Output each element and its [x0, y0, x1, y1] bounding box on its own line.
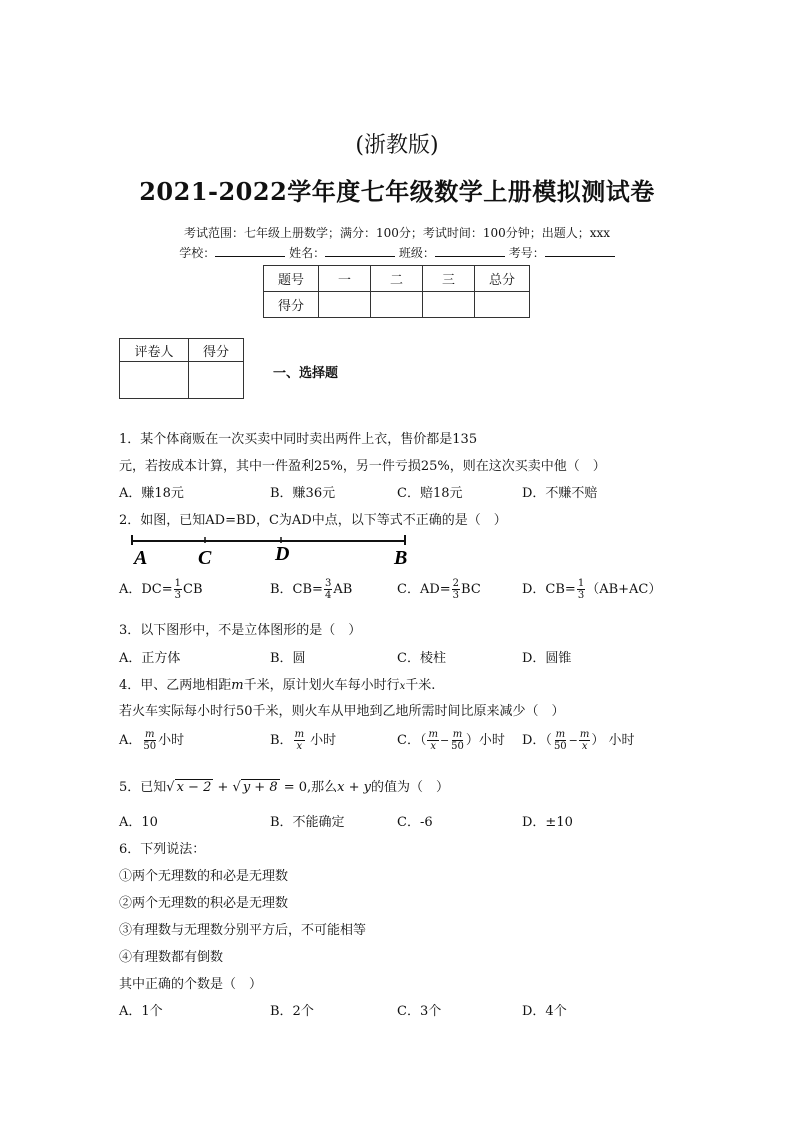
sqrt-icon: √ — [166, 780, 175, 795]
q4d-fraction-1 — [553, 729, 568, 752]
score-row-label: 得分 — [264, 292, 319, 318]
q4b-prefix: B． — [270, 733, 293, 748]
sqrt-icon: √ — [232, 780, 241, 795]
exam-number-blank[interactable] — [545, 246, 615, 257]
q3-option-b[interactable]: B．圆 — [270, 651, 306, 666]
q4c-den-1: x — [430, 741, 437, 752]
q6-option-b[interactable]: B．2个 — [270, 1004, 314, 1019]
q5-post: ,那么 — [307, 780, 338, 795]
q4-option-c[interactable] — [397, 729, 505, 752]
q4d-num-2: m — [579, 729, 590, 740]
q6-item-2: ②两个无理数的积必是无理数 — [119, 896, 289, 911]
segment-diagram — [128, 533, 414, 569]
score-cell[interactable] — [475, 292, 530, 318]
q2a-prefix: A．DC= — [119, 582, 173, 597]
q2b-fraction — [324, 578, 332, 601]
q5-tail: 的值为（ ） — [371, 780, 450, 795]
q4b-num: m — [294, 729, 305, 740]
score-table-header-row — [264, 266, 530, 292]
q4-var-m: m — [231, 678, 244, 693]
q2c-prefix: C．AD= — [397, 582, 451, 597]
q2c-den: 3 — [452, 590, 460, 601]
exam-info: 考试范围：七年级上册数学；满分：100分；考试时间：100分钟；出题人；xxx — [183, 226, 611, 240]
q4d-den-1: 50 — [553, 741, 567, 752]
q4b-suffix: 小时 — [306, 733, 337, 748]
q2d-num: 1 — [577, 578, 585, 589]
grader-header-row — [120, 339, 244, 362]
q4c-fraction-1 — [427, 729, 438, 752]
q6-option-c[interactable]: C．3个 — [397, 1004, 442, 1019]
exam-number-label: 考号： — [508, 246, 545, 260]
q4c-den-2: 50 — [451, 741, 464, 752]
point-label-a: A — [134, 547, 148, 569]
q5-option-a[interactable]: A．10 — [119, 815, 158, 830]
q4-line1-c: 千米. — [405, 678, 436, 693]
q5-option-b[interactable]: B．不能确定 — [270, 815, 345, 830]
q4a-suffix: 小时 — [158, 733, 185, 748]
score-header-cell: 题号 — [264, 266, 319, 292]
q2b-suffix: AB — [333, 582, 353, 597]
q5-prefix: 5．已知 — [119, 780, 167, 795]
q2b-prefix: B．CB= — [270, 582, 323, 597]
score-header-cell: 总分 — [475, 266, 530, 292]
q4d-prefix: D．（ — [522, 733, 552, 748]
edition-label: (浙教版) — [355, 133, 439, 158]
class-label: 班级： — [398, 246, 435, 260]
q4d-suffix: ） 小时 — [591, 733, 635, 748]
q2a-suffix: CB — [183, 582, 203, 597]
score-cell[interactable] — [423, 292, 475, 318]
q4d-minus: − — [568, 734, 578, 747]
q4a-num: m — [145, 729, 155, 740]
score-header-cell: 三 — [423, 266, 475, 292]
q4d-den-2: x — [581, 741, 588, 752]
section-title: 一、选择题 — [273, 366, 339, 381]
q4c-fraction-2 — [450, 729, 465, 752]
score-table-score-row — [264, 292, 530, 318]
q6-stem: 6．下列说法： — [119, 842, 206, 857]
q4-line1-b: 千米，原计划火车每小时行 — [243, 678, 400, 693]
q1-option-b[interactable]: B．赚36元 — [270, 486, 336, 501]
school-label: 学校： — [179, 246, 216, 260]
q2a-num: 1 — [174, 578, 182, 589]
q6-question: 其中正确的个数是（ ） — [119, 977, 263, 992]
school-blank[interactable] — [215, 246, 285, 257]
q2c-num: 2 — [452, 578, 460, 589]
q5-stem — [119, 776, 449, 795]
q4a-fraction — [142, 729, 157, 752]
grader-table — [119, 338, 244, 399]
q5-sqrt-1: x − 2 — [176, 780, 212, 795]
grader-header-cell: 得分 — [189, 339, 244, 362]
point-label-b: B — [394, 547, 408, 569]
q4c-suffix: ）小时 — [465, 733, 505, 748]
q4b-fraction — [294, 729, 305, 752]
q4-option-a[interactable] — [119, 729, 184, 752]
q4-option-b[interactable] — [270, 729, 336, 752]
q5-eq: = 0 — [279, 780, 308, 795]
q2d-den: 3 — [577, 590, 585, 601]
q2-stem: 2．如图，已知AD=BD，C为AD中点，以下等式不正确的是（ ） — [119, 513, 507, 528]
q3-option-a[interactable]: A．正方体 — [119, 651, 181, 666]
score-header-cell: 二 — [371, 266, 423, 292]
q2-option-b[interactable] — [270, 578, 352, 601]
q1-option-c[interactable]: C．赔18元 — [397, 486, 463, 501]
q1-line2: 元，若按成本计算，其中一件盈利25%，另一件亏损25%，则在这次买卖中他（ ） — [119, 459, 606, 474]
q5-sqrt-2: y + 8 — [242, 780, 278, 795]
q5-plus: + — [213, 780, 233, 795]
name-blank[interactable] — [325, 246, 395, 257]
q6-option-a[interactable]: A．1个 — [119, 1004, 163, 1019]
q4a-den: 50 — [143, 741, 157, 752]
score-header-cell: 一 — [319, 266, 371, 292]
q4-option-d[interactable] — [522, 729, 635, 752]
q2d-fraction — [577, 578, 585, 601]
q6-option-d[interactable]: D．4个 — [522, 1004, 567, 1019]
q2d-suffix: （AB+AC） — [586, 582, 662, 597]
grader-header-cell: 评卷人 — [120, 339, 189, 362]
q1-line1: 1．某个体商贩在一次买卖中同时卖出两件上衣，售价都是135 — [119, 432, 478, 447]
q6-item-4: ④有理数都有倒数 — [119, 950, 224, 965]
q2-option-c[interactable] — [397, 578, 481, 601]
q4d-num-1: m — [555, 729, 566, 740]
q5-option-c[interactable]: C．-6 — [397, 815, 433, 830]
q4a-prefix: A． — [119, 733, 142, 748]
q4-line2: 若火车实际每小时行50千米，则火车从甲地到乙地所需时间比原来减少（ ） — [119, 704, 565, 719]
q1-option-a[interactable]: A．赚18元 — [119, 486, 184, 501]
grader-cell[interactable] — [189, 362, 244, 399]
q3-option-d[interactable]: D．圆锥 — [522, 651, 572, 666]
score-cell[interactable] — [371, 292, 423, 318]
q4-line1-a: 4．甲、乙两地相距 — [119, 678, 232, 693]
q2c-suffix: BC — [461, 582, 481, 597]
q5-option-d[interactable]: D．±10 — [522, 815, 573, 830]
q3-option-c[interactable]: C．棱柱 — [397, 651, 446, 666]
q6-item-3: ③有理数与无理数分别平方后，不可能相等 — [119, 923, 367, 938]
grader-value-row — [120, 362, 244, 399]
point-label-d: D — [275, 543, 290, 565]
q4c-num-2: m — [452, 729, 463, 740]
q2-option-d[interactable] — [522, 578, 661, 601]
q2-option-a[interactable] — [119, 578, 203, 601]
grader-cell[interactable] — [120, 362, 189, 399]
q4d-fraction-2 — [579, 729, 590, 752]
q4c-num-1: m — [428, 729, 438, 740]
q2b-den: 4 — [324, 590, 332, 601]
q2a-fraction — [174, 578, 182, 601]
q4c-prefix: C．（ — [397, 733, 427, 748]
q4c-minus: − — [439, 734, 450, 747]
q4-line1 — [119, 674, 435, 693]
point-label-c: C — [198, 547, 212, 569]
student-fields — [0, 244, 794, 261]
q1-option-d[interactable]: D．不赚不赔 — [522, 486, 598, 501]
q2a-den: 3 — [174, 590, 182, 601]
exam-title: 2021-2022学年度七年级数学上册模拟测试卷 — [139, 177, 655, 206]
q2c-fraction — [452, 578, 460, 601]
q2b-num: 3 — [324, 578, 332, 589]
name-label: 姓名： — [289, 246, 326, 260]
q3-stem: 3．以下图形中，不是立体图形的是（ ） — [119, 623, 362, 638]
score-table — [263, 265, 530, 318]
score-cell[interactable] — [319, 292, 371, 318]
q4b-den: x — [296, 741, 303, 752]
class-blank[interactable] — [435, 246, 505, 257]
q2d-prefix: D．CB= — [522, 582, 576, 597]
q5-expr: x + y — [337, 780, 372, 795]
q4-var-x: x — [399, 681, 406, 692]
q6-item-1: ①两个无理数的和必是无理数 — [119, 869, 289, 884]
